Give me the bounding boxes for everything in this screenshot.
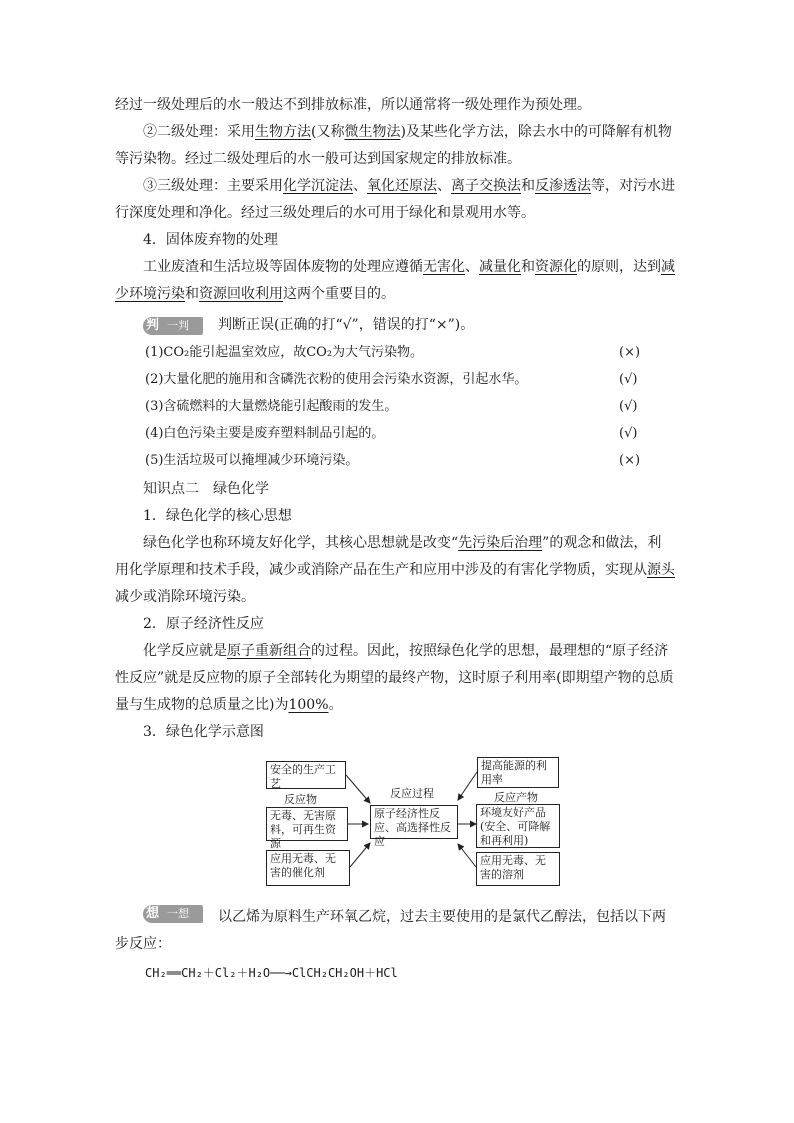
arrow-line — [458, 772, 477, 800]
think-badge: 想 一想 — [143, 905, 203, 923]
arrow-line — [350, 843, 370, 867]
label-process: 反应过程 — [390, 787, 434, 800]
answer-underline: 减少环境污染 — [115, 259, 675, 302]
atom-economy-paragraph: 化学反应就是原子重新组合的过程。因此，按照绿色化学的思想，最理想的“原子经济性反应”就是反应物的原子全部转化为期望的最终产物，这时原子利用率(即期望产物的总质量与生成物的总质量之比)为100%。 — [115, 643, 674, 713]
box-catalyst: 应用无毒、无害的催化剂 — [266, 850, 350, 886]
judge-mark: (√) — [619, 399, 638, 414]
intro-paragraph-1: 经过一级处理后的水一般达不到排放标准，所以通常将一级处理作为预处理。 — [115, 97, 591, 113]
secondary-treatment-paragraph: ②二级处理：采用生物方法(又称微生物法)及某些化学方法，除去水中的可降解有机物等污染物。经过二级处理后的水一般可达到国家规定的排放标准。 — [115, 124, 672, 167]
solid-waste-heading: 4．固体废弃物的处理 — [143, 232, 278, 248]
answer-underline: 100% — [288, 697, 329, 713]
box-safe-process: 安全的生产工艺 — [266, 761, 346, 789]
label-reactant: 反应物 — [284, 793, 317, 806]
box-energy: 提高能源的利用率 — [477, 757, 559, 788]
answer-underline: 氧化还原法 — [367, 178, 437, 194]
judge-mark: (×) — [619, 453, 641, 468]
answer-underline: 生物方法 — [255, 124, 311, 140]
answer-underline: 减量化 — [479, 259, 521, 275]
answer-underline: 原子重新组合 — [227, 643, 311, 659]
answer-underline: 源头 — [647, 562, 675, 578]
answer-underline: 资源化 — [535, 259, 577, 275]
core-idea-paragraph: 绿色化学也称环境友好化学，其核心思想就是改变“先污染后治理”的观念和做法，利用化学原理和技术手段，减少或消除产品在生产和应用中涉及的有害化学物质，实现从源头减少或消除环境污染。 — [115, 535, 675, 605]
answer-underline: 反渗透法 — [535, 178, 591, 194]
tertiary-treatment-paragraph: ③三级处理：主要采用化学沉淀法、氧化还原法、离子交换法和反渗透法等，对污水进行深度处理和净化。经过三级处理后的水可用于绿化和景观用水等。 — [115, 178, 675, 221]
box-center-reaction: 原子经济性反应、高选择性反应 — [370, 805, 458, 839]
answer-underline: 无害化 — [423, 259, 465, 275]
section-title: 知识点二 绿色化学 — [143, 481, 269, 497]
solid-waste-paragraph: 工业废渣和生活垃圾等固体废物的处理应遵循无害化、减量化和资源化的原则，达到减少环境污染和资源回收利用这两个重要目的。 — [115, 259, 675, 302]
answer-underline: 微生物法 — [344, 124, 401, 140]
atom-economy-heading: 2．原子经济性反应 — [143, 616, 264, 632]
core-idea-heading: 1．绿色化学的核心思想 — [143, 508, 292, 524]
judge-badge: 判 一判 — [143, 317, 203, 335]
box-product: 环境友好产品(安全、可降解和再利用) — [476, 804, 560, 848]
box-solvent: 应用无毒、无害的溶剂 — [476, 852, 560, 886]
label-product: 反应产物 — [494, 791, 538, 804]
diagram-heading: 3．绿色化学示意图 — [143, 724, 264, 740]
answer-underline: 资源回收利用 — [199, 286, 283, 302]
answer-underline: 先污染后治理 — [458, 535, 543, 551]
think-paragraph: 以乙烯为原料生产环氧乙烷，过去主要使用的是氯代乙醇法，包括以下两步反应： — [115, 909, 666, 952]
judge-mark: (√) — [619, 426, 638, 441]
reaction-equation: CH₂══CH₂＋Cl₂＋H₂O──→ClCH₂CH₂OH＋HCl — [145, 966, 398, 980]
judge-instruction: 判断正误(正确的打“√”，错误的打“×”)。 — [218, 317, 475, 333]
arrow-line — [458, 844, 476, 867]
answer-underline: 化学沉淀法 — [283, 178, 353, 194]
arrow-line — [346, 775, 370, 803]
judge-mark: (√) — [619, 372, 638, 387]
answer-underline: 离子交换法 — [451, 178, 521, 194]
green-chemistry-diagram — [262, 755, 562, 890]
judge-mark: (×) — [619, 345, 641, 360]
box-reactant: 无毒、无害原料，可再生资源 — [266, 807, 348, 841]
